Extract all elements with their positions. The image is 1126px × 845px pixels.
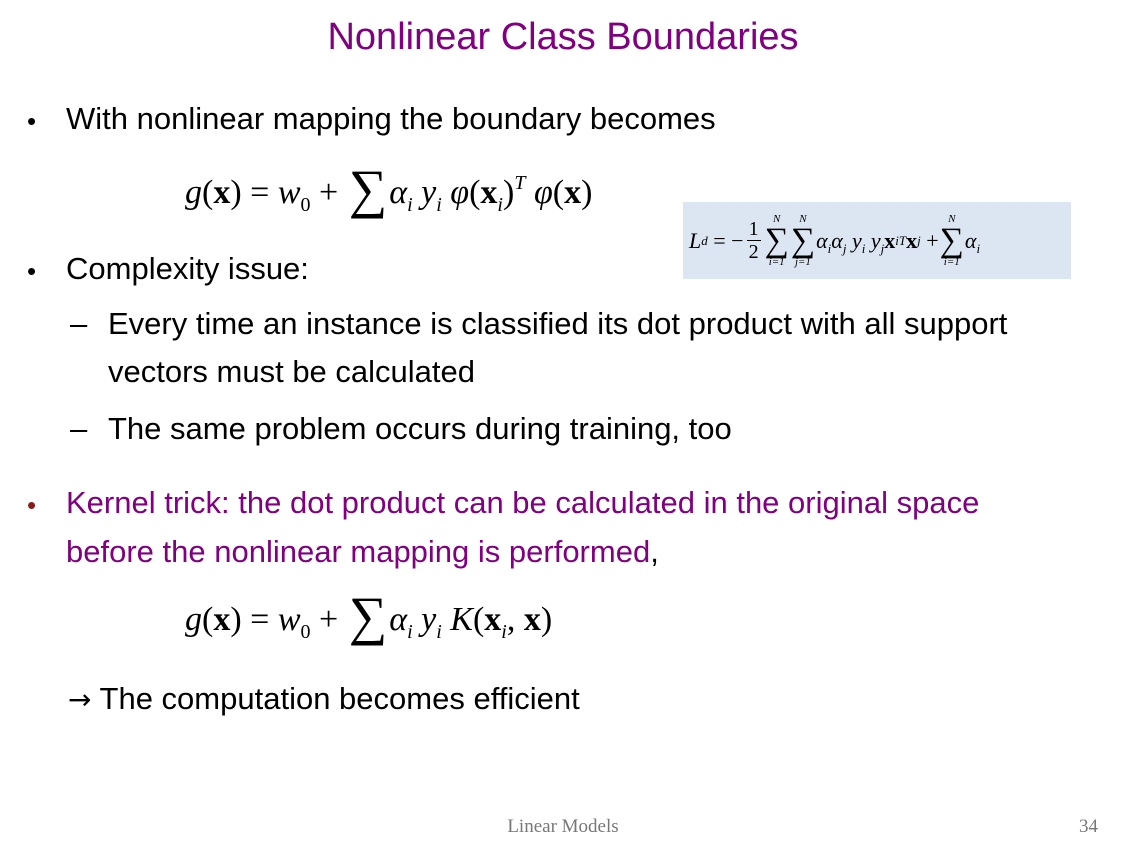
kernel-trick-text-line2 (66, 528, 659, 576)
dual-formula-box (683, 202, 1071, 279)
dual-formula: L d = − $\frac{1}{2}$ N ∑ i=1 N ∑ j=1 $\alpha_i\alpha_j$ $y_i$ $y_j$ x i T x j + N ∑ i=1 $\alpha_i$ (689, 212, 981, 268)
equation-boundary-kernel: $g(x) = w_0 + \sum\alpha_i$ $y_i$ $K(x_i$, x) (185, 586, 553, 646)
sub-bullet-text: vectors must be calculated (108, 354, 476, 389)
sub-bullet-marker: – (70, 306, 88, 341)
bullet-marker: • (27, 256, 37, 286)
bullet-text: Complexity issue: (66, 251, 309, 286)
sub-bullet-marker: – (70, 411, 88, 446)
bullet-text: With nonlinear mapping the boundary becomes (66, 101, 716, 136)
kernel-trick-text-cont: before the nonlinear mapping is performed (66, 534, 651, 569)
bullet-marker: • (27, 490, 37, 520)
sub-bullet-text: The same problem occurs during training, too (108, 411, 732, 446)
equation-boundary-phi: $g(x) = w_0 + \sum\alpha_i$ $y_i$ $\varphi(x_i)^T$ φ(x) (185, 159, 593, 219)
conclusion-text: The computation becomes efficient (99, 681, 580, 716)
bullet-marker: • (27, 106, 37, 136)
kernel-trick-text: Kernel trick: the dot product can be calculated in the original space (66, 485, 980, 520)
slide-title: Nonlinear Class Boundaries (327, 16, 799, 58)
footer-title: Linear Models (507, 816, 619, 837)
comma: , (650, 534, 659, 569)
conclusion-line (68, 675, 580, 724)
arrow-icon: → (68, 683, 92, 716)
page-number: 34 (1079, 816, 1098, 837)
sub-bullet-text: Every time an instance is classified its dot product with all support (108, 306, 1008, 341)
